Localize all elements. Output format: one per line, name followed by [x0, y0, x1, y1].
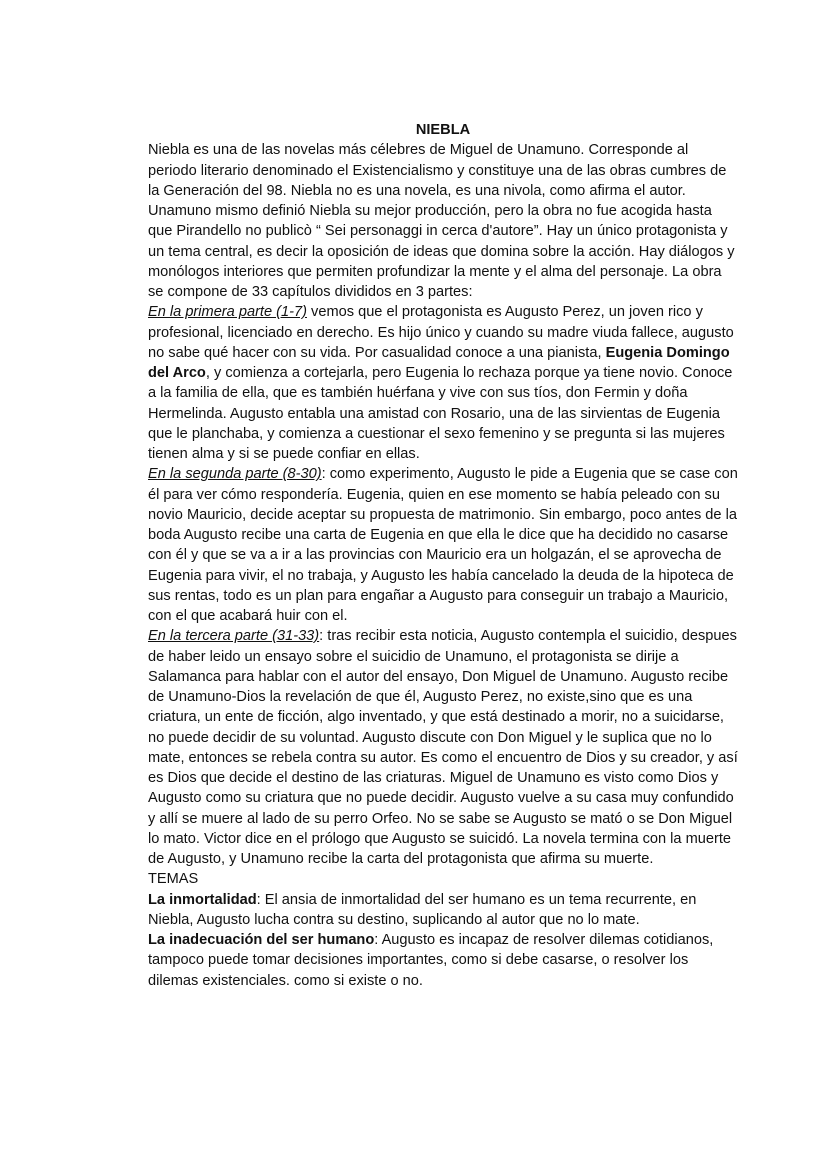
theme-two-paragraph	[148, 930, 738, 991]
theme-one-paragraph	[148, 890, 738, 931]
part-one-label: En la primera parte (1-7)	[148, 304, 307, 321]
theme-one-label: La inmortalidad	[148, 891, 257, 908]
part-three-paragraph	[148, 626, 738, 869]
part-one-paragraph	[148, 302, 738, 464]
document-page	[148, 120, 738, 991]
part-one-text-a: vemos que el protagonista es Augusto Perez, un joven rico y profesional, licenciado en derecho. Es hijo único y cuando su madre viuda fallece, augusto no sabe qué hacer con su vida. Por casualidad conoce a una pianista,	[148, 304, 734, 361]
document-title: NIEBLA	[415, 122, 471, 138]
part-two-label: En la segunda parte (8-30)	[148, 466, 322, 483]
themes-heading: TEMAS	[148, 871, 199, 888]
part-one-text-b: , y comienza a cortejarla, pero Eugenia lo rechaza porque ya tiene novio. Conoce a la familia de ella, que es también huérfana y vive con sus tíos, don Fermin y doña Hermelinda. Augusto entabla una amistad con Rosario, una de las sirvientas de Eugenia que le planchaba, y comienza a cuestionar el sexo femenino y se pregunta si las mujeres tienen alma y si se puede confiar en ellas.	[148, 365, 733, 462]
part-three-label: En la tercera parte (31-33)	[148, 628, 320, 645]
part-three-text: : tras recibir esta noticia, Augusto contempla el suicidio, despues de haber leido un ensayo sobre el suicidio de Unamuno, el protagonista se dirije a Salamanca para hablar con el autor del ensayo, Don Miguel de Unamuno. Augusto recibe de Unamuno-Dios la revelación de que él, Augusto Perez, no existe,sino que es una criatura, un ente de ficción, algo inventado, y que está destinado a morir, no a suicidarse, no puede decidir de su voluntad. Augusto discute con Don Miguel y le suplica que no lo mate, entonces se rebela contra su autor. Es como el encuentro de Dios y su creador, y así es Dios que decide el destino de las criaturas. Miguel de Unamuno es visto como Dios y Augusto como su criatura que no puede decidir. Augusto vuelve a su casa muy confundido y allí se muere al lado de su perro Orfeo. No se sabe se Augusto se mató o se Don Miguel lo mato. Victor dice en el prólogo que Augusto se suicidó. La novela termina con la muerte de Augusto, y Unamuno recibe la carta del protagonista que afirma su muerte.	[148, 628, 738, 867]
intro-paragraph: Niebla es una de las novelas más célebres de Miguel de Unamuno. Corresponde al periodo literario denominado el Existencialismo y constituye una de las obras cumbres de la Generación del 98. Niebla no es una novela, es una nivola, como afirma el autor. Unamuno mismo definió Niebla su mejor producción, pero la obra no fue acogida hasta que Pirandello no publicò “ Sei personaggi in cerca d'autore”. Hay un único protagonista y un tema central, es decir la oposición de ideas que domina sobre la acción. Hay diálogos y monólogos interiores que permiten profundizar la mente y el alma del personaje. La obra se compone de 33 capítulos divididos en 3 partes:	[148, 142, 735, 300]
part-one-bold-name: Eugenia Domingo del Arco	[148, 344, 730, 381]
theme-one-text: : El ansia de inmortalidad del ser humano es un tema recurrente, en Niebla, Augusto lucha contra su destino, suplicando al autor que no lo mate.	[148, 891, 697, 928]
part-two-paragraph	[148, 464, 738, 626]
theme-two-text: : Augusto es incapaz de resolver dilemas cotidianos, tampoco puede tomar decisiones importantes, como si debe casarse, o resolver los dilemas existenciales. como si existe o no.	[148, 932, 714, 989]
theme-two-label: La inadecuación del ser humano	[148, 932, 375, 948]
part-two-text: : como experimento, Augusto le pide a Eugenia que se case con él para ver cómo respondería. Eugenia, quien en ese momento se había peleado con su novio Mauricio, decide aceptar su propuesta de matrimonio. Sin embargo, poco antes de la boda Augusto recibe una carta de Eugenia en que ella le dice que ha decidido no casarse con él y que se va a ir a las provincias con Mauricio era un holgazán, el se aprovecha de Eugenia para vivir, el no trabaja, y Augusto les había cancelado la deuda de la hipoteca de sus rentas, todo es un plan para engañar a Augusto para conseguir un trabajo a Mauricio, con el que acabará huir con el.	[148, 466, 738, 624]
